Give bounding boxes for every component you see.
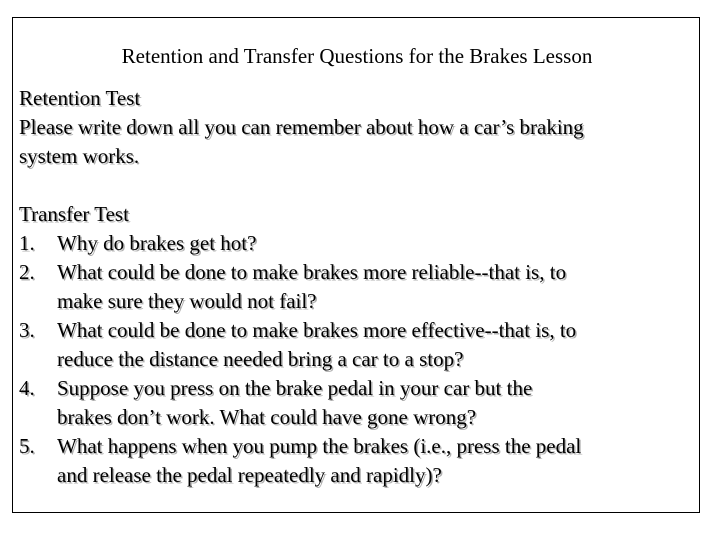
transfer-heading: Transfer Test — [19, 202, 129, 226]
question-text-line: brakes don’t work. What could have gone wrong? — [57, 405, 477, 429]
question-number: 5. — [19, 434, 35, 458]
retention-prompt-line: Please write down all you can remember about how a car’s braking — [19, 115, 584, 139]
question-number: 4. — [19, 376, 35, 400]
page-title: Retention and Transfer Questions for the Brakes Lesson — [121, 44, 593, 68]
question-text-line: Why do brakes get hot? — [57, 231, 257, 255]
document-frame — [12, 17, 700, 513]
retention-section — [19, 84, 584, 171]
question-number: 2. — [19, 260, 35, 284]
question-text-line: reduce the distance needed bring a car to a stop? — [57, 347, 464, 371]
question-text-line: What happens when you pump the brakes (i.e., press the pedal — [57, 434, 582, 458]
question-text-line: make sure they would not fail? — [57, 289, 317, 313]
retention-heading: Retention Test — [19, 86, 141, 110]
retention-prompt-line: system works. — [19, 144, 140, 168]
transfer-question-list — [19, 229, 581, 490]
question-number: 1. — [19, 231, 35, 255]
question-number: 3. — [19, 318, 35, 342]
question-text-line: and release the pedal repeatedly and rapidly)? — [57, 463, 442, 487]
question-text-line: What could be done to make brakes more effective--that is, to — [57, 318, 577, 342]
transfer-question — [19, 432, 581, 490]
transfer-question — [19, 316, 581, 374]
transfer-question — [19, 229, 581, 258]
transfer-question — [19, 374, 581, 432]
question-text-line: Suppose you press on the brake pedal in your car but the — [57, 376, 533, 400]
question-text-line: What could be done to make brakes more reliable--that is, to — [57, 260, 567, 284]
transfer-section — [19, 200, 581, 490]
transfer-question — [19, 258, 581, 316]
